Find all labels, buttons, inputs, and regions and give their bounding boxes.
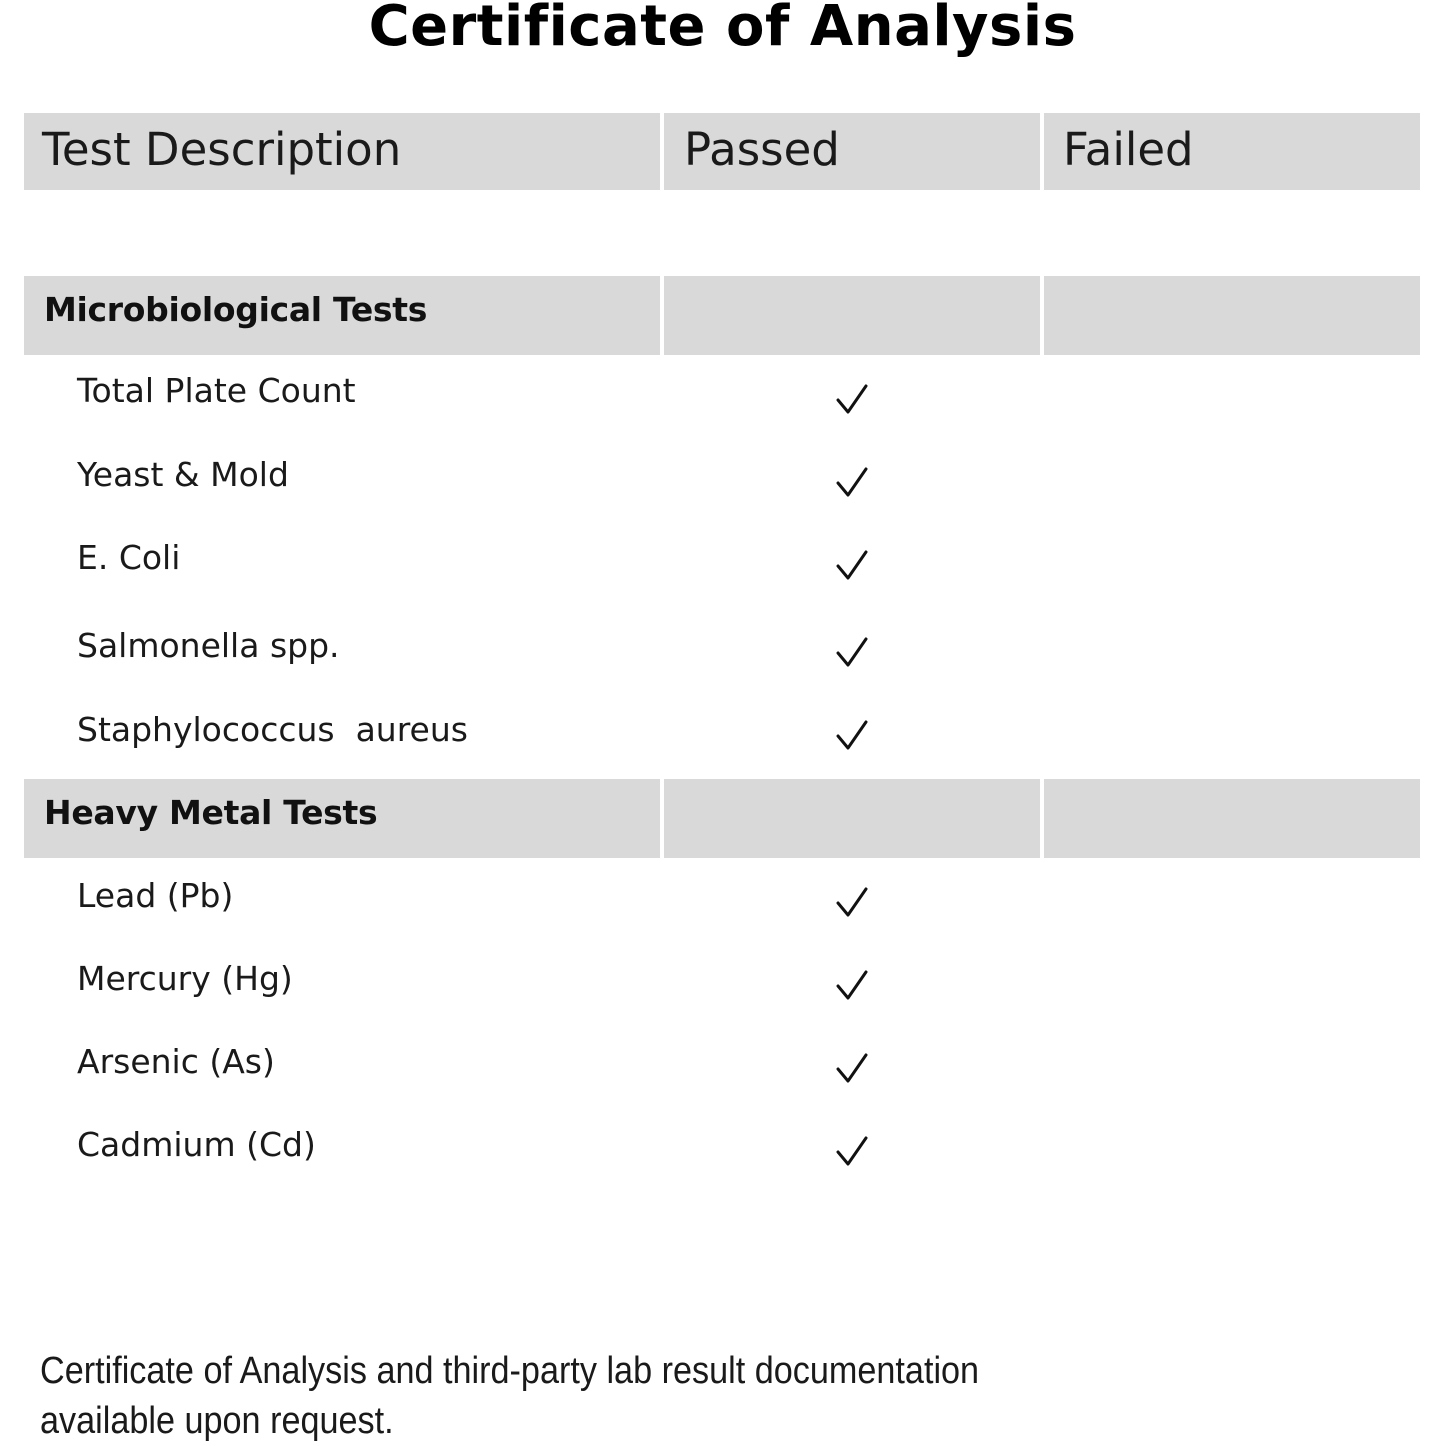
checkmark-icon (832, 718, 872, 754)
checkmark-icon (832, 885, 872, 921)
section-title: Heavy Metal Tests (44, 793, 378, 832)
section-header-cell-failed (1044, 779, 1420, 858)
column-header-passed: Passed (684, 123, 840, 176)
test-name: Cadmium (Cd) (77, 1125, 316, 1164)
checkmark-icon (832, 635, 872, 671)
page-title: Certificate of Analysis (368, 0, 1077, 59)
checkmark-icon (832, 1134, 872, 1170)
footer-note: Certificate of Analysis and third-party lab result documentation available upon request. (40, 1350, 980, 1442)
test-name: Yeast & Mold (77, 455, 289, 494)
section-title: Microbiological Tests (44, 290, 428, 329)
test-name: Salmonella spp. (77, 626, 340, 665)
section-header-cell-passed (664, 779, 1040, 858)
test-name: E. Coli (77, 538, 181, 577)
column-header-failed: Failed (1063, 123, 1194, 176)
column-header-description: Test Description (42, 123, 402, 176)
test-name: Arsenic (As) (77, 1042, 275, 1081)
checkmark-icon (832, 382, 872, 418)
test-name: Lead (Pb) (77, 876, 234, 915)
checkmark-icon (832, 465, 872, 501)
checkmark-icon (832, 1051, 872, 1087)
test-name: Staphylococcus aureus (77, 710, 468, 749)
checkmark-icon (832, 548, 872, 584)
checkmark-icon (832, 968, 872, 1004)
section-header-cell-failed (1044, 276, 1420, 355)
test-name: Mercury (Hg) (77, 959, 293, 998)
test-name: Total Plate Count (77, 371, 356, 410)
section-header-cell-passed (664, 276, 1040, 355)
